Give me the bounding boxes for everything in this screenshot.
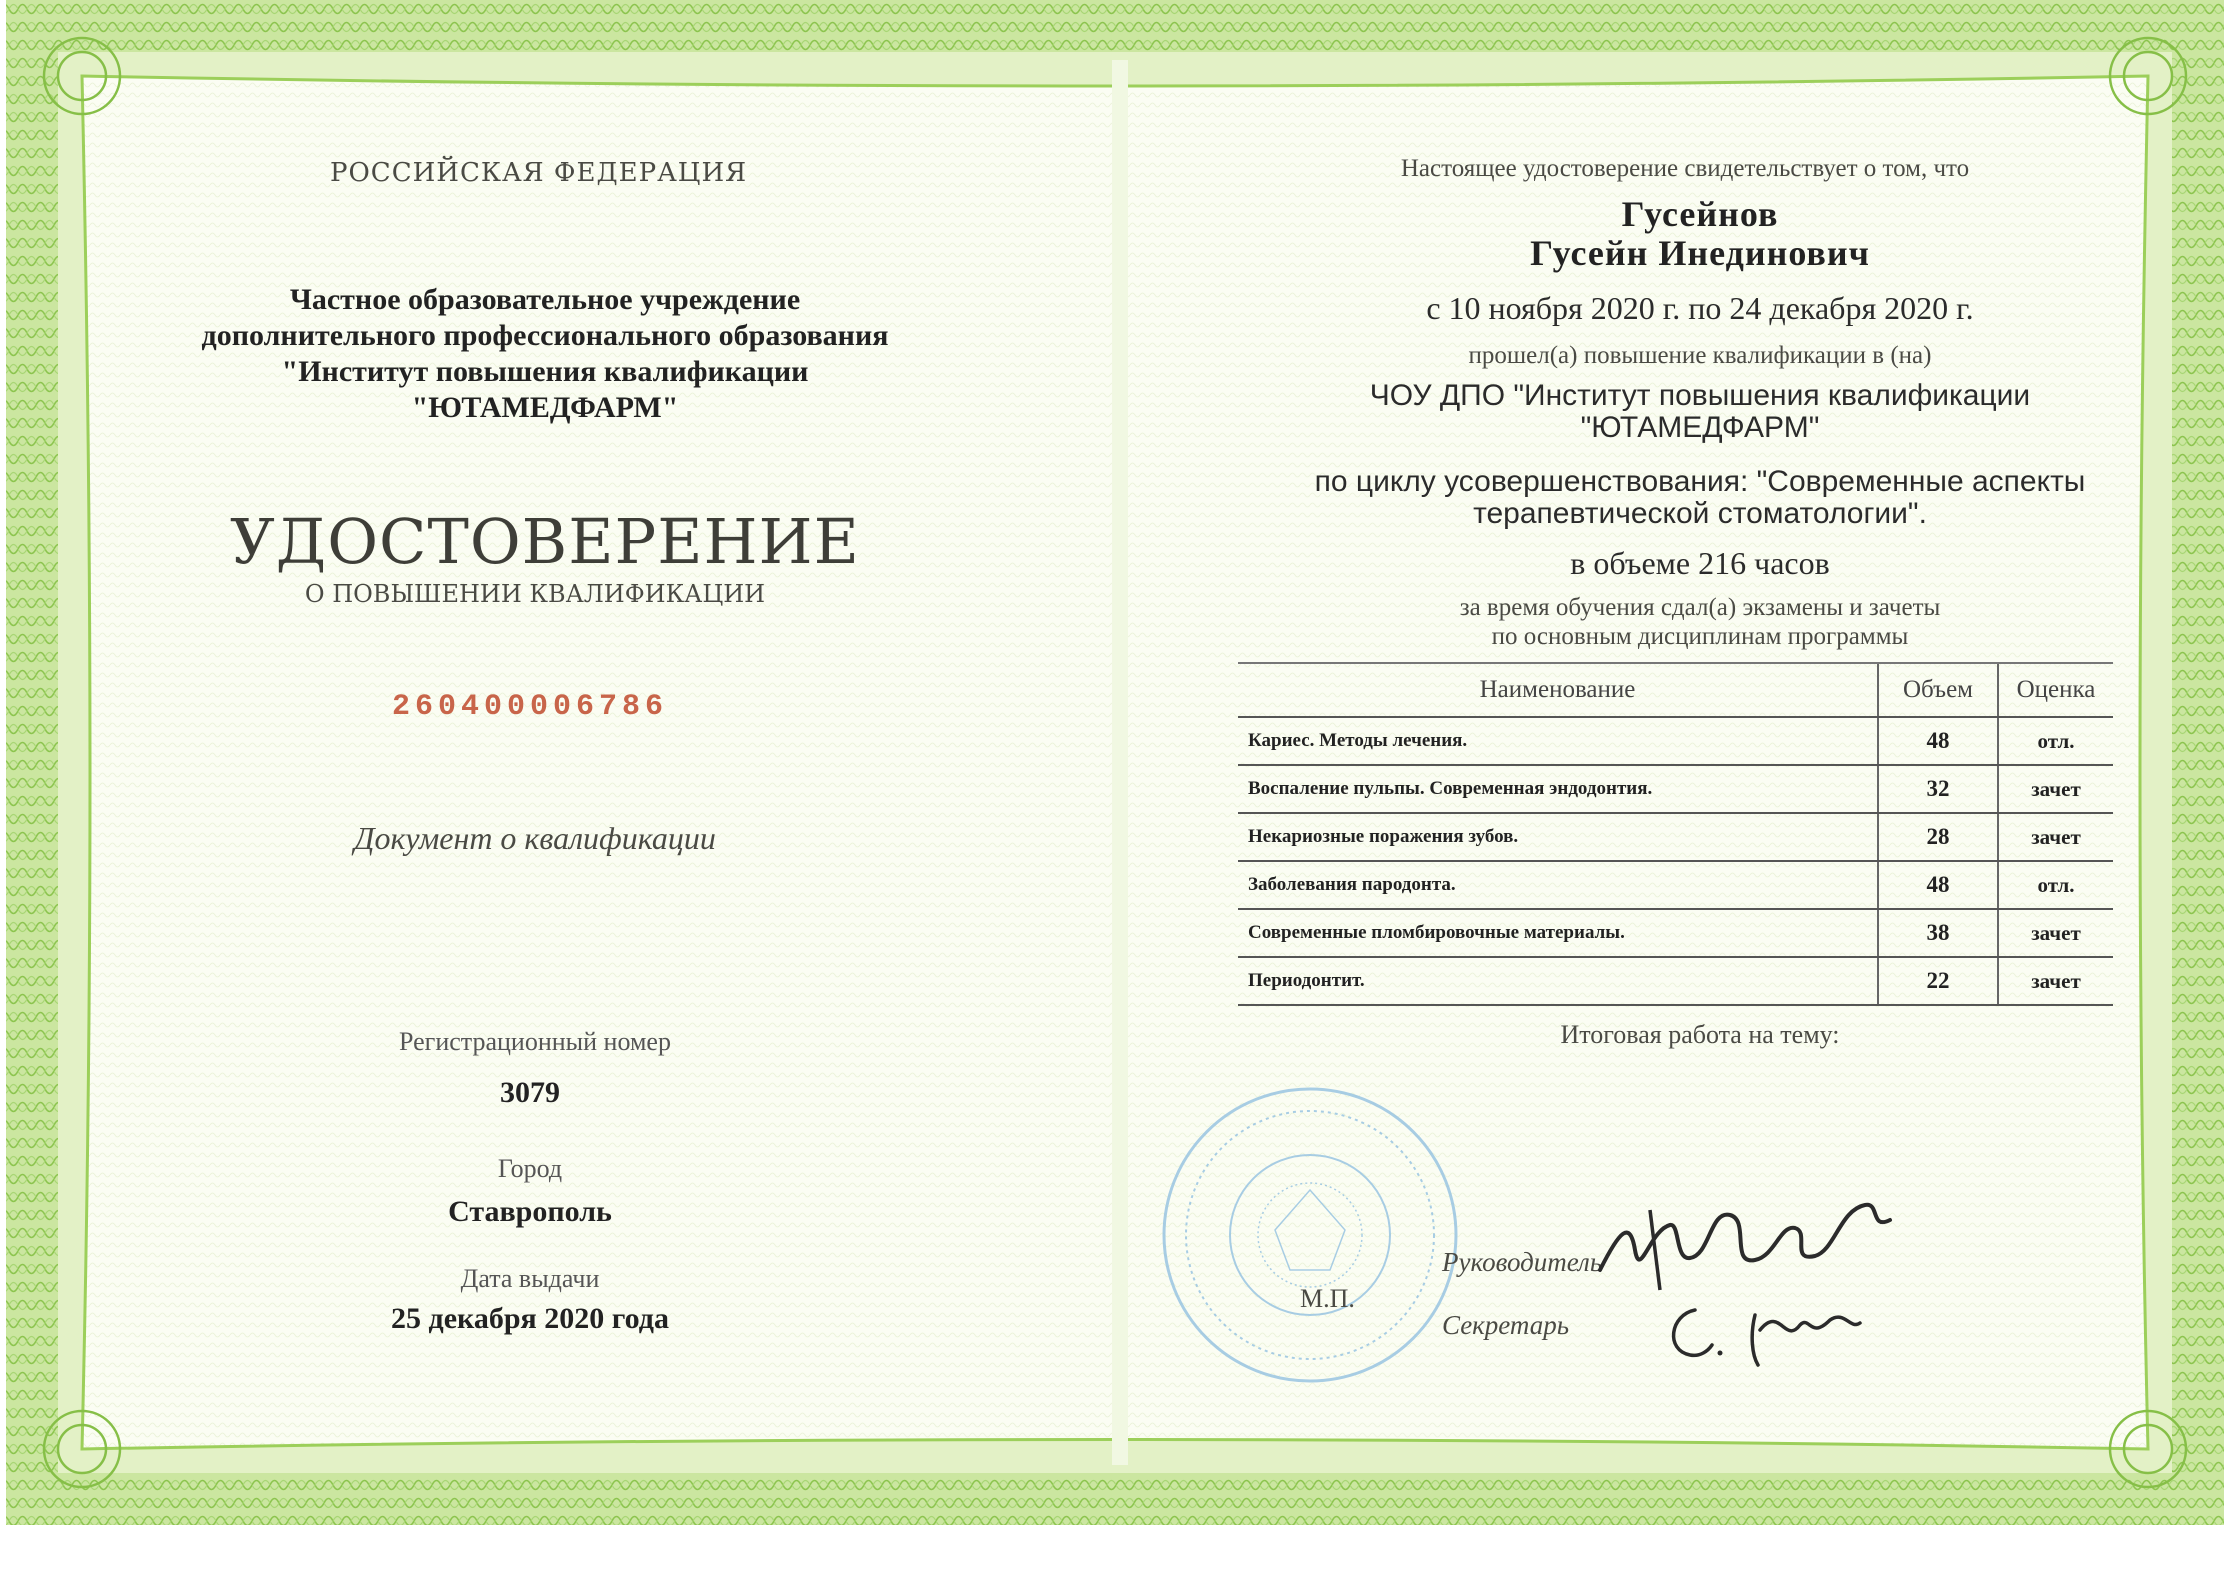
subject-name: Кариес. Методы лечения. bbox=[1238, 717, 1878, 765]
organization-line: "ЮТАМЕДФАРМ" bbox=[1580, 411, 1820, 444]
secretary-signature-label: Секретарь bbox=[1442, 1310, 1570, 1340]
reg-number: 3079 bbox=[500, 1076, 560, 1109]
city-label: Город bbox=[497, 1154, 563, 1183]
subject-name: Воспаление пульпы. Современная эндодонтия. bbox=[1238, 765, 1878, 813]
institution-line: "Институт повышения квалификации bbox=[281, 355, 809, 388]
subject-hours: 28 bbox=[1878, 813, 1998, 861]
course bbox=[1230, 466, 2170, 530]
document-title: УДОСТОВЕРЕНИЕ bbox=[230, 505, 860, 578]
table-row bbox=[1238, 909, 2113, 957]
document-type: Документ о квалификации bbox=[354, 820, 716, 856]
organization-line: ЧОУ ДПО "Институт повышения квалификации bbox=[1369, 379, 2031, 412]
table-row bbox=[1238, 813, 2113, 861]
country-label: РОССИЙСКАЯ ФЕДЕРАЦИЯ bbox=[330, 158, 748, 188]
table-row bbox=[1238, 765, 2113, 813]
final-work-label: Итоговая работа на тему: bbox=[1560, 1020, 1840, 1049]
subject-hours: 38 bbox=[1878, 909, 1998, 957]
table-row bbox=[1238, 957, 2113, 1005]
subjects-table bbox=[1238, 662, 2113, 1006]
secretary-signature-icon bbox=[1660, 1285, 1870, 1375]
stamp-place-label: М.П. bbox=[1300, 1284, 1355, 1313]
column-header-hours: Объем bbox=[1878, 663, 1998, 717]
institution-line: "ЮТАМЕДФАРМ" bbox=[411, 391, 679, 424]
document-subtitle: О ПОВЫШЕНИИ КВАЛИФИКАЦИИ bbox=[304, 580, 766, 608]
subject-hours: 22 bbox=[1878, 957, 1998, 1005]
subject-name: Заболевания пародонта. bbox=[1238, 861, 1878, 909]
exams-text bbox=[1340, 593, 2060, 651]
institution-name bbox=[130, 282, 960, 426]
course-line: терапевтической стоматологии". bbox=[1473, 497, 1927, 530]
head-signature-label: Руководитель bbox=[1442, 1247, 1603, 1277]
subject-hours: 48 bbox=[1878, 861, 1998, 909]
head-signature-icon bbox=[1590, 1190, 1900, 1300]
passed-text: прошел(а) повышение квалификации в (на) bbox=[1468, 342, 1932, 369]
table-row bbox=[1238, 861, 2113, 909]
intro-text: Настоящее удостоверение свидетельствует о том, что bbox=[1400, 155, 1970, 182]
city: Ставрополь bbox=[448, 1195, 612, 1228]
exams-line: за время обучения сдал(а) экзамены и зачеты bbox=[1459, 594, 1941, 621]
training-period: с 10 ноября 2020 г. по 24 декабря 2020 г. bbox=[1426, 290, 1974, 326]
issue-date: 25 декабря 2020 года bbox=[391, 1302, 669, 1335]
institution-line: дополнительного профессионального образования bbox=[201, 319, 889, 352]
holder-given-names: Гусейн Инединович bbox=[1530, 233, 1870, 273]
subject-grade: отл. bbox=[1998, 717, 2113, 765]
issue-date-label: Дата выдачи bbox=[460, 1264, 600, 1293]
holder-surname: Гусейнов bbox=[1621, 194, 1779, 234]
table-header-row bbox=[1238, 663, 2113, 717]
institution-line: Частное образовательное учреждение bbox=[289, 283, 801, 316]
subject-grade: зачет bbox=[1998, 909, 2113, 957]
column-header-name: Наименование bbox=[1238, 663, 1878, 717]
course-line: по циклу усовершенствования: "Современные аспекты bbox=[1314, 465, 2086, 498]
column-header-grade: Оценка bbox=[1998, 663, 2113, 717]
subject-name: Некариозные поражения зубов. bbox=[1238, 813, 1878, 861]
subject-grade: зачет bbox=[1998, 813, 2113, 861]
subject-hours: 48 bbox=[1878, 717, 1998, 765]
serial-number: 260400006786 bbox=[391, 690, 669, 724]
exams-line: по основным дисциплинам программы bbox=[1491, 623, 1909, 650]
subject-name: Современные пломбировочные материалы. bbox=[1238, 909, 1878, 957]
table-row bbox=[1238, 717, 2113, 765]
subject-hours: 32 bbox=[1878, 765, 1998, 813]
subject-grade: зачет bbox=[1998, 957, 2113, 1005]
subject-grade: отл. bbox=[1998, 861, 2113, 909]
reg-number-label: Регистрационный номер bbox=[399, 1027, 671, 1056]
organization bbox=[1260, 380, 2140, 444]
subject-name: Периодонтит. bbox=[1238, 957, 1878, 1005]
seal-stamp-icon bbox=[1155, 1080, 1465, 1390]
subject-grade: зачет bbox=[1998, 765, 2113, 813]
hours-volume: в объеме 216 часов bbox=[1570, 545, 1830, 581]
